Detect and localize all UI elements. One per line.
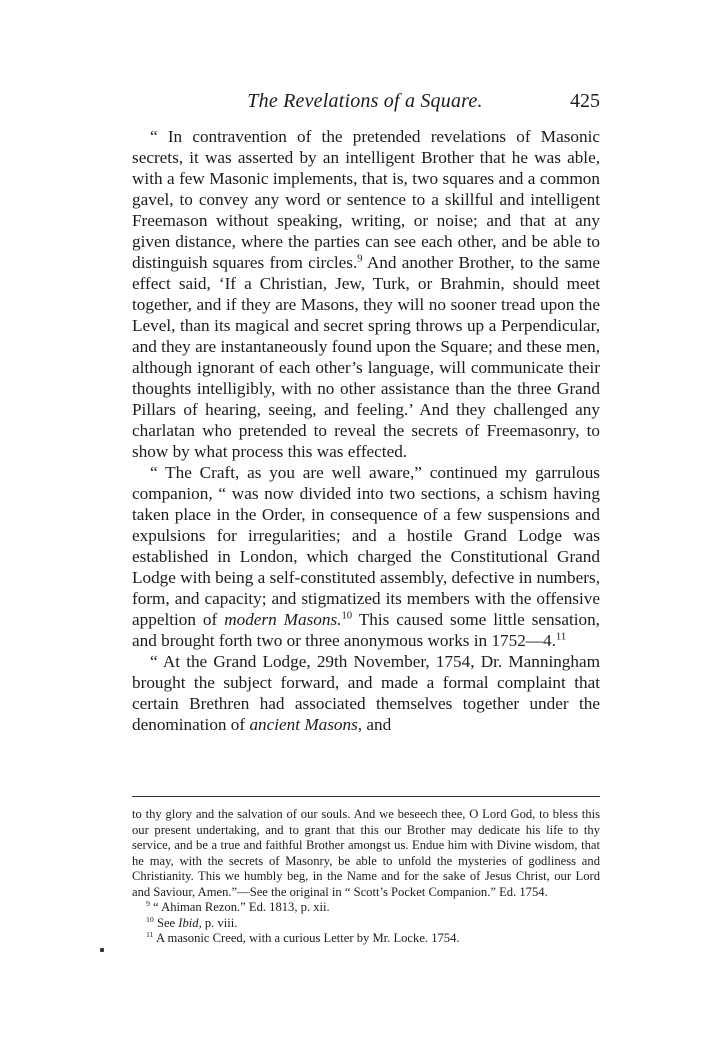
- body-text: [132, 126, 600, 735]
- footnote-continued: to thy glory and the salvation of our souls. And we beseech thee, O Lord God, to bless this our present undertaking, and to grant that this our Brother may dedicate his life to thy service, and be a true and faithful Brother amongst us. Endue him with Divine wisdom, that he may, with the secrets of Masonry, be able to unfold the mysteries of godliness and Christianity. This we humbly beg, in the Name and for the sake of Jesus Christ, our Lord and Saviour, Amen.”—See the original in “ Scott’s Pocket Companion.” Ed. 1754.: [132, 807, 600, 899]
- paragraph-text: This caused some little sensation, and brought forth two or three anonymous works in 1752—4.: [132, 610, 600, 650]
- footnote-mark: 10: [146, 914, 154, 924]
- page-header: [130, 90, 600, 120]
- paragraph-text: “ The Craft, as you are well aware,” continued my garrulous companion, “ was now divided into two sections, a schism having taken place in the Order, in consequence of a few suspensions and expulsions for irregularities; and a hostile Grand Lodge was established in London, which charged the Constitutional Grand Lodge with being a self-constituted assembly, defective in numbers, form, and capacity; and stigmatized its members with the offensive appeltion of: [132, 463, 600, 629]
- paragraph-text: “ At the Grand Lodge, 29th November, 1754, Dr. Manningham brought the subject forward, and made a formal complaint that certain Brethren had associated themselves together under the denomination of: [132, 652, 600, 734]
- footnotes: [132, 807, 600, 947]
- footnote-ref-9: 9: [357, 253, 363, 265]
- footnote-text: See: [153, 915, 179, 930]
- paragraph-masonic-secrets: [132, 126, 600, 462]
- running-head: The Revelations of a Square.: [247, 90, 483, 112]
- footnote-ref-11: 11: [555, 631, 567, 643]
- footnote-text: A masonic Creed, with a curious Letter by Mr. Locke. 1754.: [153, 931, 460, 945]
- italic-phrase: modern Masons.: [224, 610, 342, 629]
- footnote-10: [132, 916, 600, 932]
- footnote-mark: 9: [146, 898, 150, 908]
- footnote-italic: Ibid,: [178, 915, 202, 930]
- italic-phrase: ancient Masons,: [249, 715, 363, 734]
- footnote-text: p. viii.: [201, 915, 238, 930]
- footnote-11: [132, 931, 600, 947]
- footnote-text: “ Ahiman Rezon.” Ed. 1813, p. xii.: [149, 900, 330, 914]
- ink-mark: [100, 948, 104, 952]
- page-number: 425: [570, 90, 600, 112]
- paragraph-grand-lodge: [132, 651, 600, 735]
- paragraph-text: and: [362, 715, 392, 734]
- footnote-ref-10: 10: [341, 610, 353, 622]
- paragraph-text: And another Brother, to the same effect said, ‘If a Christian, Jew, Turk, or Brahmin, should meet together, and if they are Masons, they will no sooner tread upon the Level, than its magical and secret spring throws up a Perpendicular, and they are instantaneously found upon the Square; and these men, although ignorant of each other’s language, will communicate their thoughts intelligibly, with no other assistance than the three Grand Pillars of hearing, seeing, and feeling.’ And they challenged any charlatan who pretended to reveal the secrets of Freemasonry, to show by what process this was effected.: [132, 253, 600, 461]
- footnote-divider: [132, 796, 600, 797]
- footnote-mark: 11: [146, 929, 154, 939]
- paragraph-text: “ In contravention of the pretended revelations of Masonic secrets, it was asserted by an intelligent Brother that he was able, with a few Masonic implements, that is, two squares and a common gavel, to convey any word or sentence to a skillful and intelligent Freemason without speaking, writing, or noise; and that at any given distance, where the parties can see each other, and be able to distinguish squares from circles.: [132, 127, 600, 272]
- paragraph-craft-schism: [132, 462, 600, 651]
- footnote-9: [132, 900, 600, 916]
